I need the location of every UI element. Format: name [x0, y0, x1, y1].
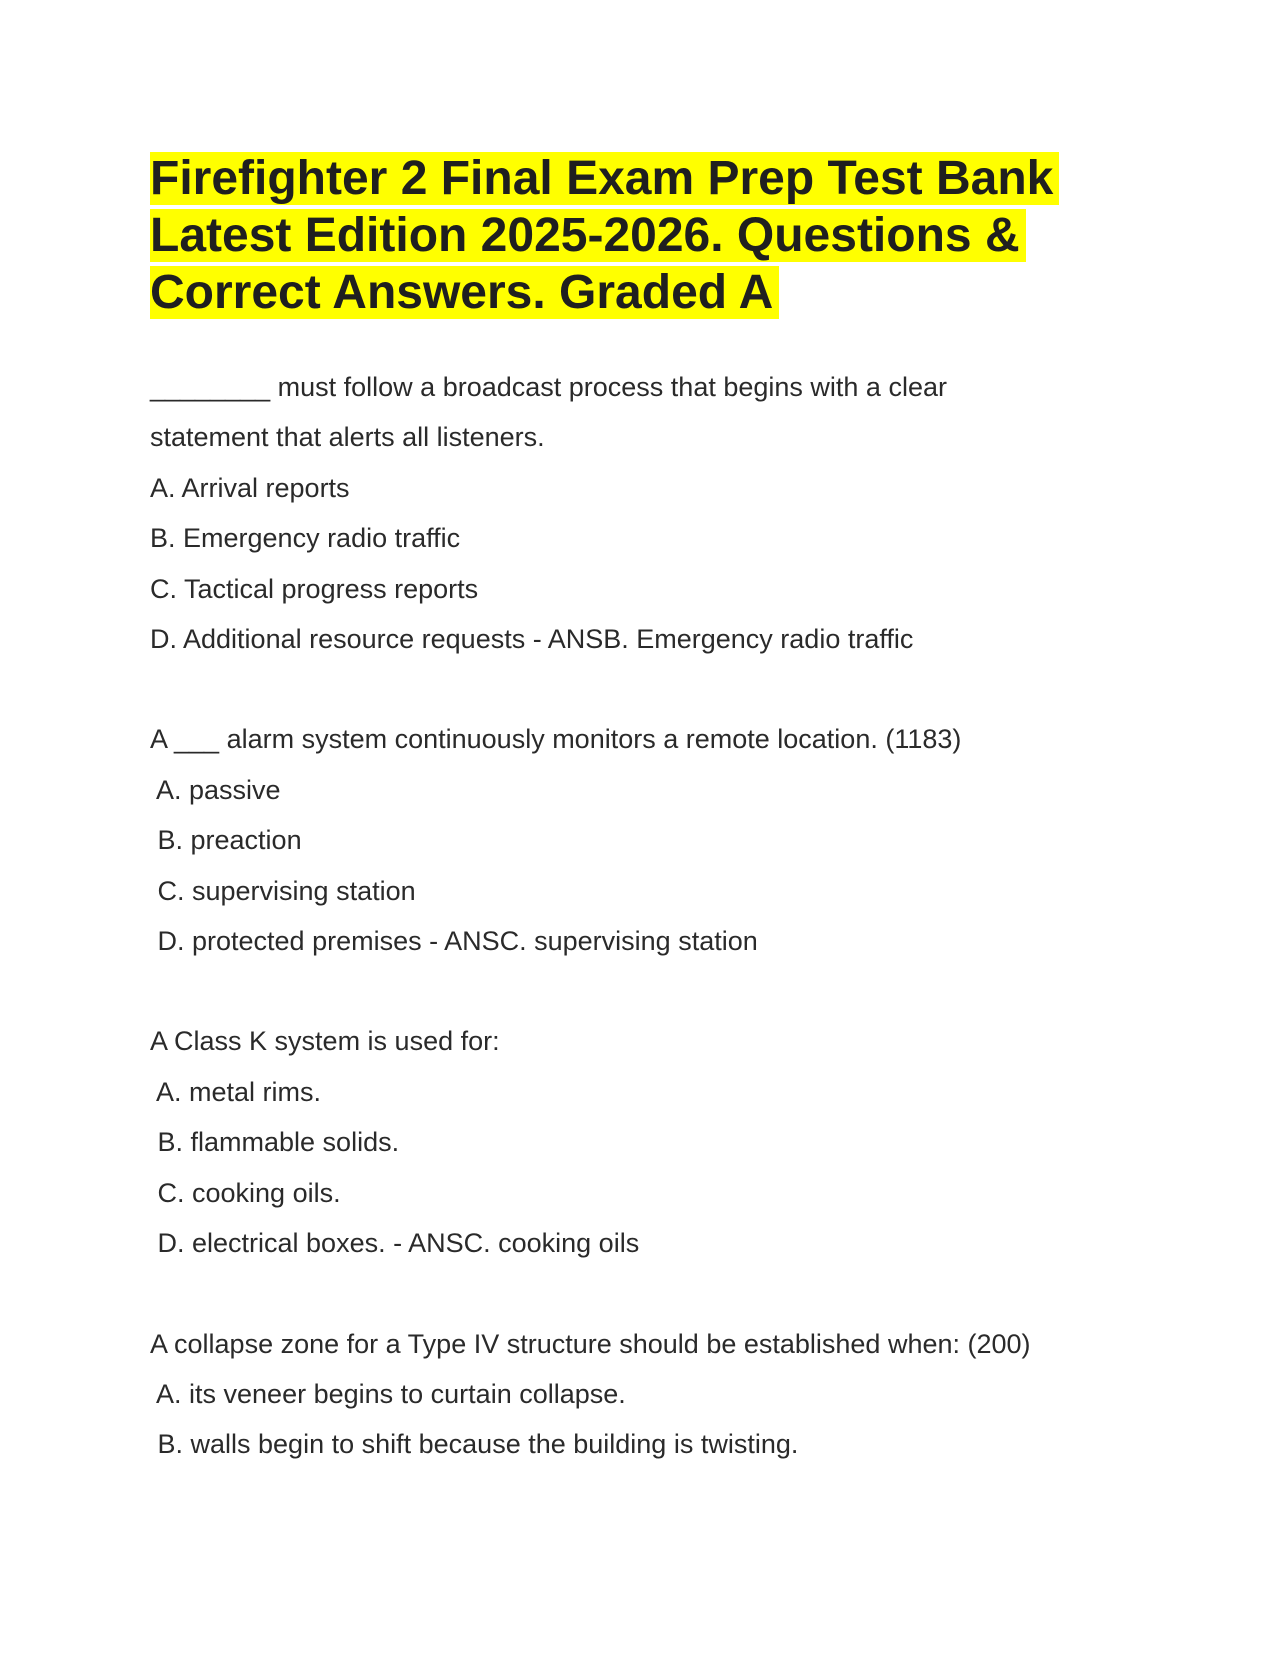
answer-option: B. flammable solids.: [150, 1127, 400, 1158]
question-list: [150, 362, 1150, 1470]
title-line-1: Firefighter 2 Final Exam Prep Test Bank: [150, 152, 1059, 205]
answer-option: A. its veneer begins to curtain collapse.: [150, 1378, 626, 1409]
title-line-2: Latest Edition 2025-2026. Questions &: [150, 209, 1026, 262]
answer-option: B. walls begin to shift because the building is twisting.: [150, 1429, 799, 1460]
document-page: [150, 150, 1150, 1470]
question-stem: A Class K system is used for:: [150, 1026, 500, 1057]
question-stem: A collapse zone for a Type IV structure should be established when: (200): [150, 1328, 1031, 1359]
answer-option: B. preaction: [150, 825, 302, 856]
question-stem: A ___ alarm system continuously monitors a remote location. (1183): [150, 724, 962, 755]
answer-option-with-answer: D. Additional resource requests - ANSB. Emergency radio traffic: [150, 624, 914, 655]
answer-option: A. Arrival reports: [150, 472, 350, 503]
answer-option-with-answer: D. protected premises - ANSC. supervising station: [150, 926, 758, 957]
question-2: [150, 714, 1150, 966]
question-stem: statement that alerts all listeners.: [150, 422, 545, 453]
question-3: [150, 1016, 1150, 1268]
answer-option: B. Emergency radio traffic: [150, 523, 461, 554]
answer-option: C. supervising station: [150, 875, 416, 906]
document-title: [150, 150, 1150, 321]
answer-option: C. cooking oils.: [150, 1177, 341, 1208]
title-line-3: Correct Answers. Graded A: [150, 266, 779, 319]
answer-option: A. metal rims.: [150, 1076, 322, 1107]
question-stem: ________ must follow a broadcast process that begins with a clear: [150, 372, 947, 402]
question-1: [150, 362, 1150, 664]
answer-option: A. passive: [150, 774, 281, 805]
answer-option: C. Tactical progress reports: [150, 573, 479, 604]
answer-option-with-answer: D. electrical boxes. - ANSC. cooking oils: [150, 1228, 640, 1259]
question-4: [150, 1319, 1150, 1470]
